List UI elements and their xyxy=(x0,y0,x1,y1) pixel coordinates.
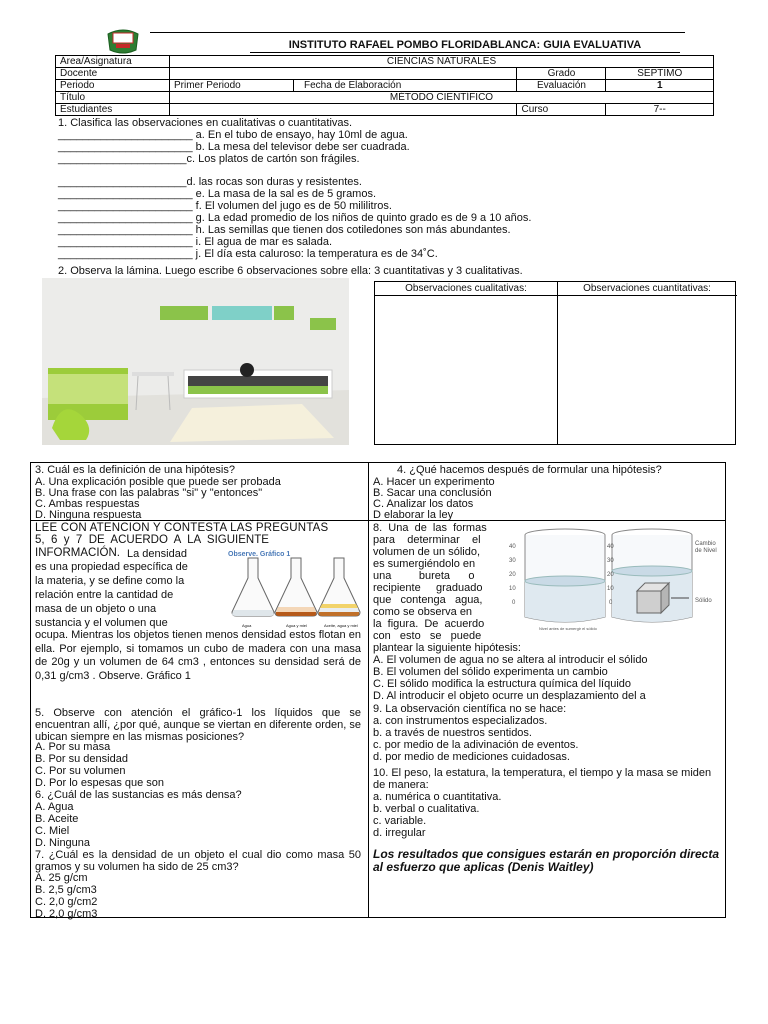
q8-option[interactable]: B. El volumen del sólido experimenta un cambio xyxy=(373,666,608,678)
qualitative-answer-area[interactable] xyxy=(375,296,556,444)
estudiantes-label: Estudiantes xyxy=(56,104,170,116)
level-before-caption: Nivel antes de sumergir el sólido xyxy=(539,626,597,631)
q5-option[interactable]: D. Por lo espesas que son xyxy=(35,777,165,789)
q7-option[interactable]: D. 2,0 g/cm3 xyxy=(35,908,98,920)
q1-item[interactable]: ______________________ h. Las semillas que tienen dos cotiledones son más abundantes. xyxy=(58,224,511,236)
column-divider xyxy=(368,463,369,917)
q5-option[interactable]: B. Por su densidad xyxy=(35,753,128,765)
q8-line: plantear la siguiente hipótesis: xyxy=(373,642,521,654)
solid-label: Sólido xyxy=(695,598,712,604)
bedroom-picture xyxy=(42,278,349,445)
fecha-label: Fecha de Elaboración xyxy=(294,80,517,92)
q8-line: volumen de un sólido, xyxy=(373,546,481,558)
beaker-figure xyxy=(509,525,723,639)
tick-label: 40 xyxy=(509,544,516,550)
q8-line: como se observa en xyxy=(373,606,473,618)
q3-option[interactable]: C. Ambas respuestas xyxy=(35,498,140,510)
q6-option[interactable]: D. Ninguna xyxy=(35,837,91,849)
flask-icon xyxy=(275,558,317,616)
reading-line: sustancia y el volumen que xyxy=(35,617,168,629)
q7-option[interactable]: A. 25 g/cm xyxy=(35,872,88,884)
flask-label: Aceite, agua y miel xyxy=(324,623,358,628)
tick-label: 10 xyxy=(509,586,516,592)
beaker-right xyxy=(612,529,692,622)
school-logo xyxy=(102,26,144,56)
q6-option[interactable]: B. Aceite xyxy=(35,813,79,825)
q9-option[interactable]: b. a través de nuestros sentidos. xyxy=(373,727,532,739)
q8-line: es sumergiéndolo en xyxy=(373,558,476,570)
area-label: Área/Asignatura xyxy=(56,56,170,68)
q10-option[interactable]: a. numérica o cuantitativa. xyxy=(373,791,502,803)
flask-icon xyxy=(318,558,360,616)
q4-option[interactable]: B. Sacar una conclusión xyxy=(373,487,492,499)
q8-line: recipiente graduado xyxy=(373,582,483,594)
curso-label: Curso xyxy=(517,104,606,116)
reading-line: relación entre la cantidad de xyxy=(35,589,174,601)
q8-line: para determinar el xyxy=(373,534,481,546)
q8-option[interactable]: D. Al introducir el objeto ocurre un desplazamiento del a xyxy=(373,690,646,702)
tick-label: 20 xyxy=(509,572,516,578)
q1-item[interactable]: ______________________ i. El agua de mar es salada. xyxy=(58,236,333,248)
q1-item[interactable]: ______________________ e. La masa de la sal es de 5 gramos. xyxy=(58,188,377,200)
tick-label: 0 xyxy=(609,600,613,606)
q3-option[interactable]: B. Una frase con las palabras "si" y "entonces" xyxy=(35,487,263,499)
flask-figure xyxy=(228,546,362,628)
q1-item[interactable]: ______________________ j. El día esta caluroso: la temperatura es de 34˚C. xyxy=(58,248,438,260)
q4-option[interactable]: A. Hacer un experimento xyxy=(373,476,495,488)
q8-line: una bureta o xyxy=(373,570,475,582)
periodo-label: Periodo xyxy=(56,80,170,92)
q10-option[interactable]: d. irregular xyxy=(373,827,426,839)
tick-label: 10 xyxy=(607,586,614,592)
flask-label: Agua xyxy=(242,623,252,628)
q1-item[interactable]: ______________________ a. En el tubo de ensayo, hay 10ml de agua. xyxy=(58,129,408,141)
q5-option[interactable]: C. Por su volumen xyxy=(35,765,126,777)
docente-label: Docente xyxy=(56,68,170,80)
q3-option[interactable]: D. Ninguna respuesta xyxy=(35,509,142,521)
flask-label: Agua y miel xyxy=(286,623,307,628)
q6-option[interactable]: A. Agua xyxy=(35,801,74,813)
titulo-value: MÉTODO CIENTÍFICO xyxy=(170,92,714,104)
q9-option[interactable]: c. por medio de la adivinación de eventos. xyxy=(373,739,579,751)
docente-field[interactable] xyxy=(170,68,517,80)
solid-cube-icon xyxy=(637,583,669,613)
observations-table xyxy=(374,281,736,445)
school-title: INSTITUTO RAFAEL POMBO FLORIDABLANCA: GUIA EVALUATIVA xyxy=(250,39,680,53)
grado-label: Grado xyxy=(517,68,606,80)
q5-title: 5. Observe con atención el gráfico-1 los líquidos que se encuentran allí, ¿por qué, aunque se viertan en diferente orden, se ubican siempre en las mismas posiciones? xyxy=(35,707,361,743)
q1-item[interactable]: ______________________ g. La edad promedio de los niños de quinto grado es de 9 a 10 años. xyxy=(58,212,532,224)
q6-title: 6. ¿Cuál de las sustancias es más densa? xyxy=(35,789,242,801)
area-value: CIENCIAS NATURALES xyxy=(170,56,714,68)
level-change-caption: de Nivel xyxy=(695,548,717,554)
figure-title: Observe. Gráfico 1 xyxy=(228,551,291,558)
q8-option[interactable]: A. El volumen de agua no se altera al introducir el sólido xyxy=(373,654,648,666)
header-table xyxy=(55,55,714,116)
quantitative-answer-area[interactable] xyxy=(558,296,736,444)
reading-paragraph: ocupa. Mientras los objetos tienen menos densidad estos flotan en ella. Por ejemplo, si tomamos un cubo de madera con una masa de 20g y un volumen de 64 cm3 , entonces su densidad será de 0,31 g/cm3 . Observe. Gráfico 1 xyxy=(35,629,361,682)
q8-line: con esto se puede xyxy=(373,630,482,642)
quantitative-header: Observaciones cuantitativas: xyxy=(557,282,737,296)
reading-heading: INFORMACIÓN. xyxy=(35,547,120,559)
evaluacion-value: 1 xyxy=(606,80,714,92)
titulo-label: Título xyxy=(56,92,170,104)
reading-line: La densidad xyxy=(127,548,187,560)
top-rule xyxy=(150,32,685,33)
q9-title: 9. La observación científica no se hace: xyxy=(373,703,567,715)
q7-option[interactable]: B. 2,5 g/cm3 xyxy=(35,884,97,896)
grado-value: SEPTIMO xyxy=(606,68,714,80)
tick-label: 40 xyxy=(607,544,614,550)
q3-option[interactable]: A. Una explicación posible que puede ser probada xyxy=(35,476,281,488)
q4-option[interactable]: D elaborar la ley xyxy=(373,509,454,521)
reading-heading: 5, 6 y 7 DE ACUERDO A LA SIGUIENTE xyxy=(35,534,269,546)
q1-item[interactable]: _____________________c. Los platos de cartón son frágiles. xyxy=(58,153,360,165)
flask-icon xyxy=(232,558,274,616)
tick-label: 30 xyxy=(607,558,614,564)
qualitative-header: Observaciones cualitativas: xyxy=(375,282,557,296)
tick-label: 0 xyxy=(512,600,516,606)
q4-title: 4. ¿Qué hacemos después de formular una hipótesis? xyxy=(397,464,662,476)
beaker-left xyxy=(525,529,605,622)
q1-item[interactable]: ______________________ f. El volumen del jugo es de 50 mililitros. xyxy=(58,200,392,212)
evaluacion-label: Evaluación xyxy=(517,80,606,92)
curso-value: 7-- xyxy=(606,104,714,116)
q1-item[interactable]: ______________________ b. La mesa del televisor debe ser cuadrada. xyxy=(58,141,410,153)
q1-item[interactable]: _____________________d. las rocas son duras y resistentes. xyxy=(58,176,362,188)
q8-line: la figura. De acuerdo xyxy=(373,618,485,630)
q2-title: 2. Observa la lámina. Luego escribe 6 observaciones sobre ella: 3 cuantitativas y 3 cualitativas. xyxy=(58,265,523,277)
tick-label: 20 xyxy=(607,572,614,578)
q5-option[interactable]: A. Por su masa xyxy=(35,741,111,753)
periodo-value: Primer Periodo xyxy=(170,80,294,92)
q7-option[interactable]: C. 2,0 g/cm2 xyxy=(35,896,98,908)
reading-heading: LEE CON ATENCION Y CONTESTA LAS PREGUNTAS xyxy=(35,522,329,534)
estudiantes-field[interactable] xyxy=(170,104,517,116)
q7-title: 7. ¿Cuál es la densidad de un objeto el cual dio como masa 50 gramos y su volumen ha sido de 25 cm3? xyxy=(35,849,361,873)
q6-option[interactable]: C. Miel xyxy=(35,825,70,837)
q1-title: 1. Clasifica las observaciones en cualitativas o cuantitativas. xyxy=(58,117,353,129)
closing-quote: Los resultados que consigues estarán en proporción directa al esfuerzo que aplicas (Denis Waitley) xyxy=(373,847,719,874)
q9-option[interactable]: a. con instrumentos especializados. xyxy=(373,715,548,727)
q10-option[interactable]: c. variable. xyxy=(373,815,427,827)
q9-option[interactable]: d. por medio de mediciones cuidadosas. xyxy=(373,751,570,763)
q8-line: que contenga agua, xyxy=(373,594,483,606)
reading-line: masa de un objeto o una xyxy=(35,603,157,615)
q8-line: 8. Una de las formas xyxy=(373,522,487,534)
reading-line: la materia, y se define como la xyxy=(35,575,185,587)
q8-option[interactable]: C. El sólido modifica la estructura química del líquido xyxy=(373,678,632,690)
level-change-caption: Cambio xyxy=(695,541,716,547)
q3-title: 3. Cuál es la definición de una hipótesis? xyxy=(35,464,235,476)
q10-title: 10. El peso, la estatura, la temperatura, el tiempo y la masa se miden de manera: xyxy=(373,767,712,791)
q10-option[interactable]: b. verbal o cualitativa. xyxy=(373,803,480,815)
q4-option[interactable]: C. Analizar los datos xyxy=(373,498,474,510)
reading-line: es una propiedad específica de xyxy=(35,561,188,573)
tick-label: 30 xyxy=(509,558,516,564)
